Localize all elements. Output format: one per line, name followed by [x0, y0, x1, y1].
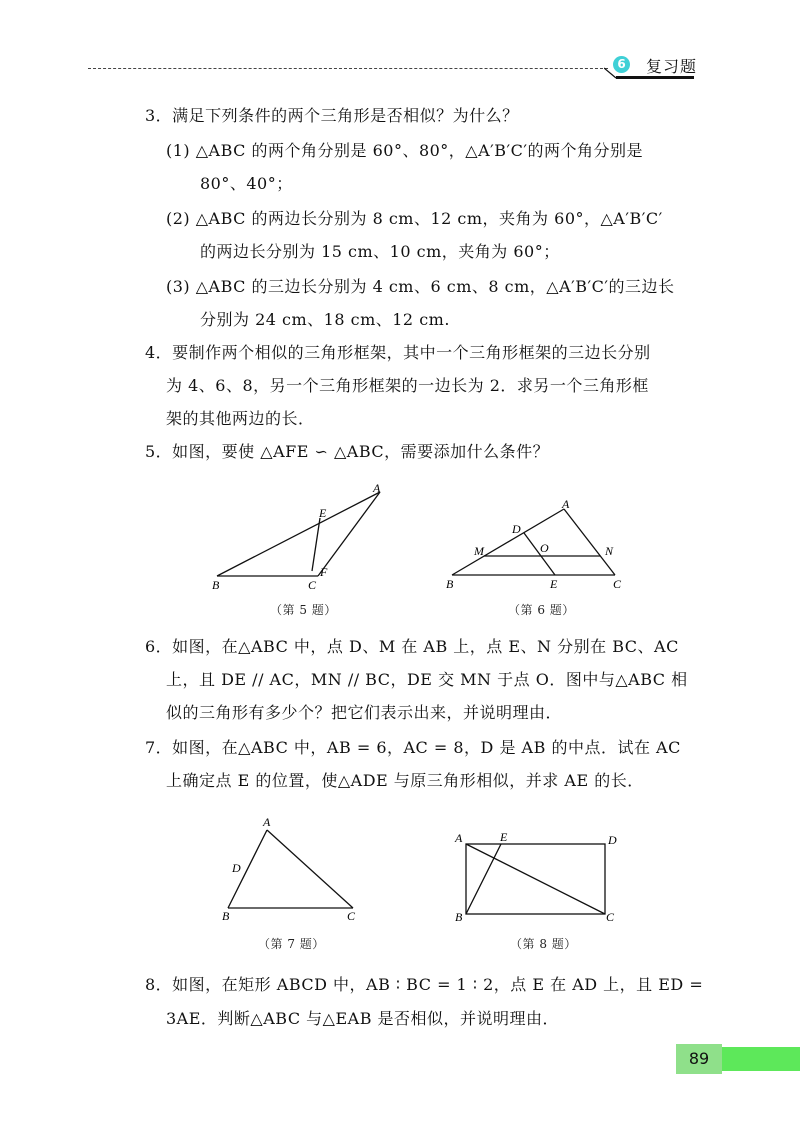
header-dashed-rule — [88, 68, 608, 69]
figure-5-diagram — [205, 478, 395, 593]
fig6-label-E: E — [550, 577, 558, 591]
fig6-label-N: N — [605, 544, 614, 558]
problem-3-part-1-line-1: (1) △ABC 的两个角分别是 60°、80°，△A′B′C′的两个角分别是 — [166, 141, 644, 160]
fig5-segment-CA — [318, 492, 380, 576]
figure-8-diagram — [450, 828, 625, 928]
problem-3-part-3-line-1: (3) △ABC 的三边长分别为 4 cm、6 cm、8 cm，△A′B′C′的三边长 — [166, 277, 675, 296]
page-number-color-bar — [722, 1047, 800, 1071]
fig6-segment-AC — [564, 509, 615, 575]
problem-7-line-2: 上确定点 E 的位置，使△ADE 与原三角形相似，并求 AE 的长． — [166, 771, 644, 790]
fig7-label-D: D — [232, 861, 241, 875]
fig6-label-B: B — [446, 577, 454, 591]
fig6-label-O: O — [540, 541, 549, 555]
fig7-segment-AC — [267, 830, 353, 908]
problem-3-part-2-line-1: (2) △ABC 的两边长分别为 8 cm、12 cm，夹角为 60°，△A′B′C′ — [166, 209, 663, 228]
fig8-label-D: D — [608, 833, 617, 847]
fig6-label-D: D — [512, 522, 521, 536]
problem-4-line-2: 为 4、6、8，另一个三角形框架的一边长为 2．求另一个三角形框 — [166, 376, 649, 395]
figure-8-caption: （第 8 题） — [510, 937, 577, 951]
fig8-label-A: A — [455, 831, 463, 845]
problem-6-line-2: 上，且 DE // AC，MN // BC，DE 交 MN 于点 O．图中与△ABC 相 — [166, 670, 688, 689]
problem-4-line-1: 4．要制作两个相似的三角形框架，其中一个三角形框架的三边长分别 — [145, 343, 651, 362]
fig5-label-C: C — [308, 578, 317, 592]
fig8-label-B: B — [455, 910, 463, 924]
page-number: 89 — [676, 1044, 722, 1074]
header-underline-bar — [616, 76, 694, 79]
chapter-number-badge: 6 — [613, 56, 630, 73]
problem-4-line-3: 架的其他两边的长． — [166, 409, 315, 428]
figure-5-caption: （第 5 题） — [270, 603, 337, 617]
fig8-label-C: C — [606, 910, 615, 924]
fig8-label-E: E — [500, 830, 508, 844]
fig5-label-E: E — [319, 506, 327, 520]
fig5-label-B: B — [212, 578, 220, 592]
problem-6-line-1: 6．如图，在△ABC 中，点 D、M 在 AB 上，点 E、N 分别在 BC、AC — [145, 637, 679, 656]
problem-6-line-3: 似的三角形有多少个？把它们表示出来，并说明理由． — [166, 703, 563, 722]
fig7-label-B: B — [222, 909, 230, 923]
fig8-diagonal-AC — [466, 844, 605, 914]
fig5-label-A: A — [373, 481, 381, 495]
figure-7-caption: （第 7 题） — [258, 937, 325, 951]
problem-5-line-1: 5．如图，要使 △AFE ∽ △ABC，需要添加什么条件？ — [145, 442, 550, 461]
figure-7-diagram — [215, 812, 365, 924]
problem-3-part-1-line-2: 80°、40°； — [200, 174, 293, 193]
fig6-label-M: M — [474, 544, 484, 558]
fig7-label-C: C — [347, 909, 356, 923]
chapter-title: 复习题 — [646, 57, 698, 76]
figure-6-caption: （第 6 题） — [508, 603, 575, 617]
problem-3-stem: 3．满足下列条件的两个三角形是否相似？为什么？ — [145, 106, 519, 125]
fig6-label-A: A — [562, 497, 570, 511]
fig6-label-C: C — [613, 577, 622, 591]
fig7-label-A: A — [263, 815, 271, 829]
problem-3-part-3-line-2: 分别为 24 cm、18 cm、12 cm. — [200, 310, 450, 329]
fig5-label-F: F — [320, 565, 328, 579]
figure-6-diagram — [440, 495, 630, 595]
problem-8-line-2: 3AE．判断△ABC 与△EAB 是否相似，并说明理由． — [166, 1009, 560, 1028]
problem-8-line-1: 8．如图，在矩形 ABCD 中，AB ∶ BC = 1 ∶ 2，点 E 在 AD 上，且 ED = — [145, 975, 704, 994]
problem-3-part-2-line-2: 的两边长分别为 15 cm、10 cm，夹角为 60°； — [200, 242, 560, 261]
fig8-segment-EB — [466, 844, 501, 914]
problem-7-line-1: 7．如图，在△ABC 中，AB = 6，AC = 8，D 是 AB 的中点．试在 AC — [145, 738, 681, 757]
fig5-segment-BA — [217, 492, 380, 576]
